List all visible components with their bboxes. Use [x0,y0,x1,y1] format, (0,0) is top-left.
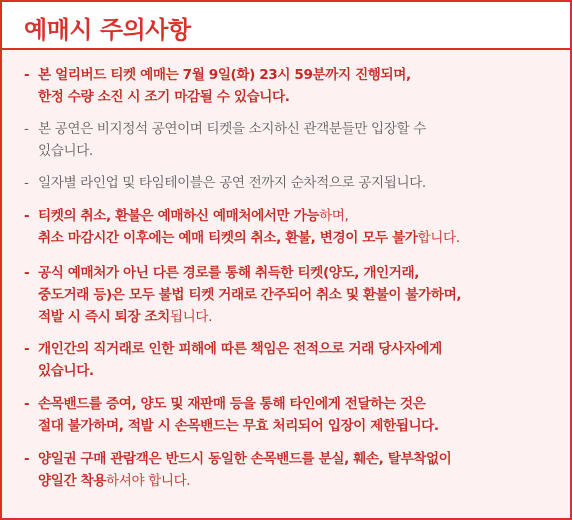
notice-item-early-bird [24,64,562,108]
notice-emphasis: 티켓의 취소, 환불은 예매하신 예매처에서만 가능 [38,208,320,224]
page-title: 예매시 주의사항 [24,16,191,44]
list-bullet: - [24,208,30,224]
notice-line: 있습니다. [38,143,93,159]
notice-line [24,306,562,328]
notice-line: 중도거래 등)은 모두 불법 티켓 거래로 간주되어 취소 및 환불이 불가하며, [38,287,462,303]
list-bullet: - [24,341,30,357]
notice-item-lineup [24,172,562,194]
notice-text: 합니다. [417,230,460,246]
list-bullet: - [24,67,30,83]
list-bullet: - [24,121,29,137]
notice-line: 공식 예매처가 아닌 다른 경로를 통해 취득한 티켓(양도, 개인거래, [38,265,420,281]
list-bullet: - [24,451,30,467]
notice-item-cancellation [24,205,562,249]
notice-item-wristband-transfer [24,393,562,437]
notice-item-unofficial-tickets [24,262,562,328]
notice-item-two-day-pass [24,448,562,492]
notice-item-direct-trade [24,338,562,382]
notice-line: 개인간의 직거래로 인한 피해에 따른 책임은 전적으로 거래 당사자에게 [38,341,442,357]
notice-text: 됩니다. [169,309,213,325]
notice-line: 한정 수량 소진 시 조기 마감될 수 있습니다. [38,89,290,105]
notice-line: 본 얼리버드 티켓 예매는 7월 9일(화) 23시 59분까지 진행되며, [38,67,411,83]
notice-line: 양일권 구매 관람객은 반드시 동일한 손목밴드를 분실, 훼손, 탈부착없이 [38,451,452,467]
notice-line: 있습니다. [38,363,94,379]
notice-emphasis: 취소 마감시간 이후에는 예매 티켓의 취소, 환불, 변경이 모두 불가 [38,230,418,246]
notice-text: 하며, [319,208,349,224]
notice-line [24,470,562,492]
list-bullet: - [24,175,29,191]
list-bullet: - [24,396,30,412]
notice-line [24,227,562,249]
title-bar [2,2,570,50]
notice-text: 하셔야 합니다. [106,473,191,489]
list-bullet: - [24,265,30,281]
notice-item-unreserved-seating [24,118,562,162]
notice-line: 일자별 라인업 및 타임테이블은 공연 전까지 순차적으로 공지됩니다. [38,175,426,191]
notice-line [24,205,562,227]
notice-emphasis: 적발 시 즉시 퇴장 조치 [38,309,170,325]
notice-emphasis: 양일간 착용 [38,473,106,489]
notice-line: 절대 불가하며, 적발 시 손목밴드는 무효 처리되어 입장이 제한됩니다. [38,418,439,434]
notice-line: 손목밴드를 증여, 양도 및 재판매 등을 통해 타인에게 전달하는 것은 [38,396,426,412]
notice-line: 본 공연은 비지정석 공연이며 티켓을 소지하신 관객분들만 입장할 수 [38,121,426,137]
